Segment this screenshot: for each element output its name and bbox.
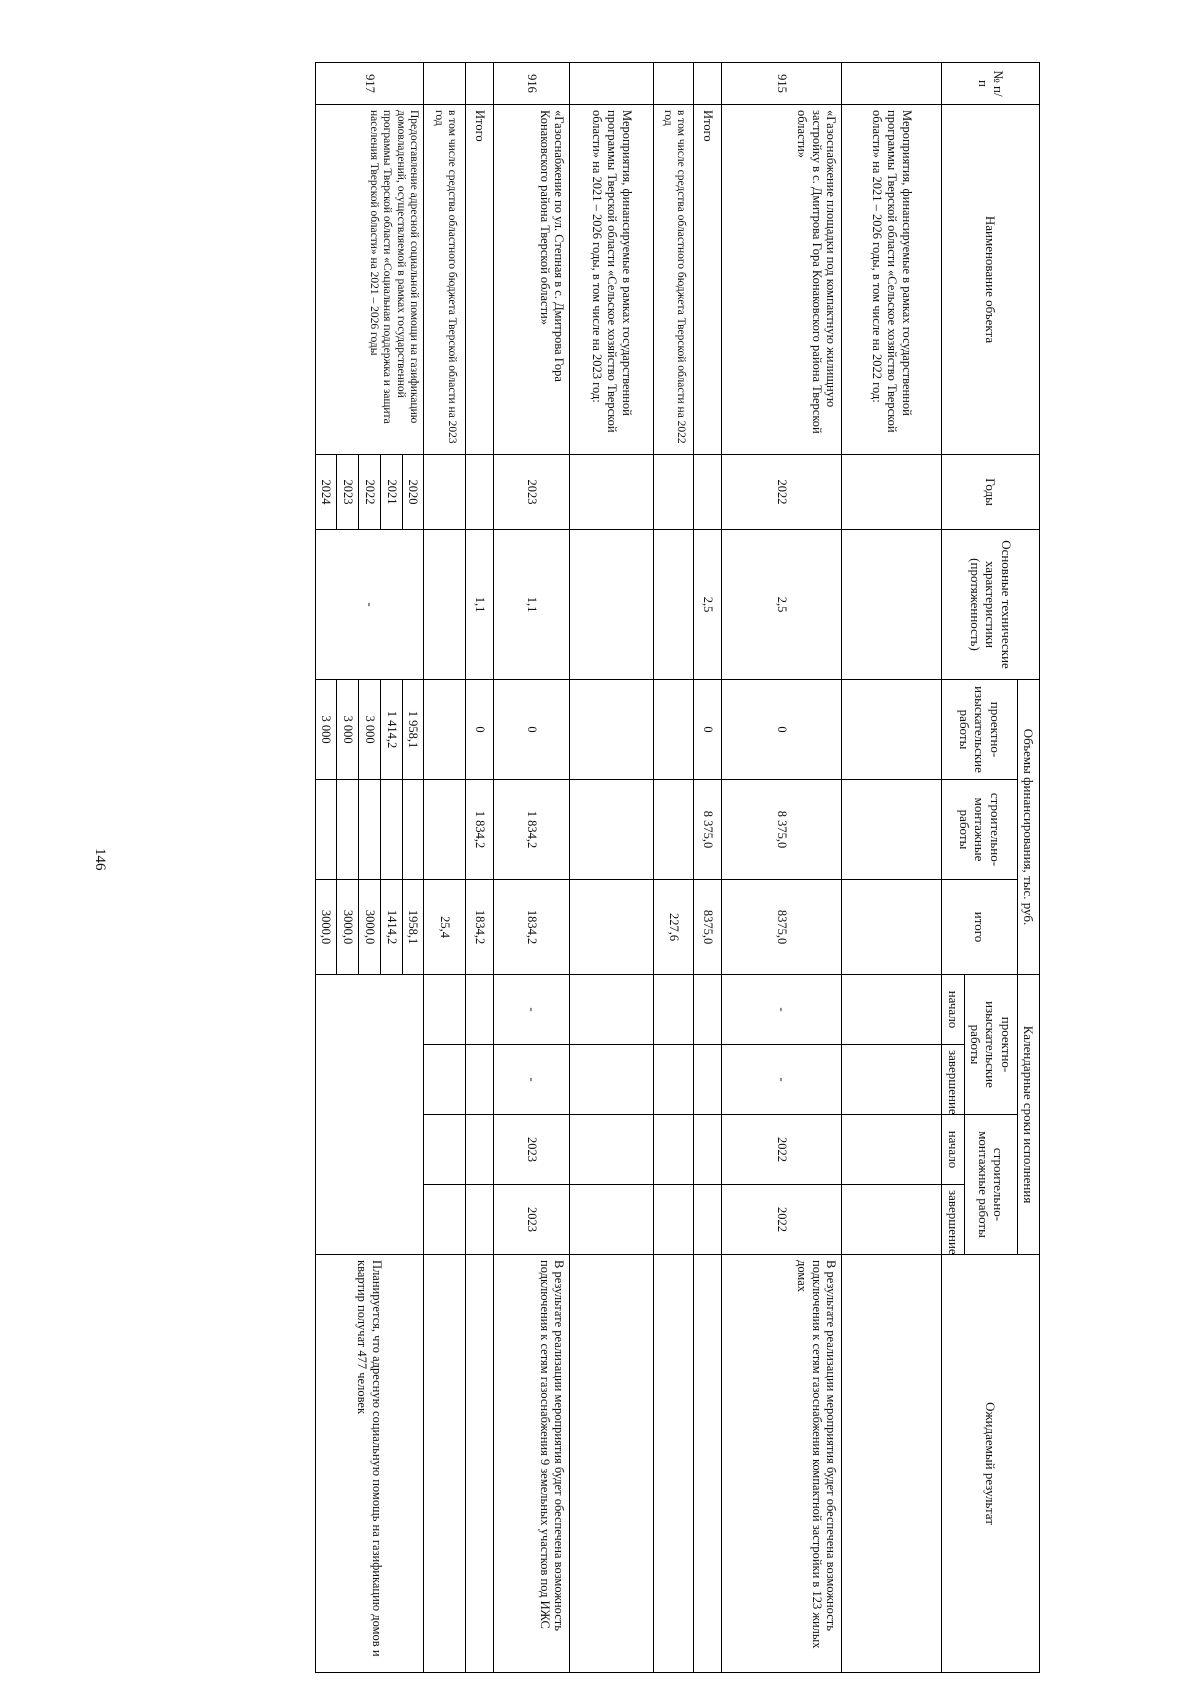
page-number: 146 <box>92 848 108 871</box>
row-916-design: 0 <box>494 680 570 780</box>
header-design-end: завершение <box>942 1045 964 1115</box>
row-916-design-start: - <box>494 975 570 1045</box>
total-915-construction: 8 375,0 <box>694 780 722 880</box>
total-915-label: Итого <box>694 105 722 455</box>
row-916-result: В результате реализации мероприятия будет обеспечена возможность подключения к сетям газоснабжения 9 земельных участков под ИЖС <box>494 1255 570 1673</box>
row-915-tech: 2,5 <box>722 530 842 680</box>
header-construction: строительно-монтажные работы <box>942 780 1017 880</box>
row-916-total: 1834,2 <box>494 880 570 975</box>
row-917-amount: 3 000 <box>359 680 381 780</box>
regional-2023-total: 25,4 <box>424 880 466 975</box>
row-916-build-start: 2023 <box>494 1115 570 1185</box>
row-917-total: 3000,0 <box>359 880 381 975</box>
intro-2023: Мероприятия, финансируемые в рамках государственной программы Тверской области «Сельское хозяйство Тверской области» на 2021 – 2026 годы, в том числе на 2023 год: <box>570 105 654 455</box>
total-916-construction: 1 834,2 <box>466 780 494 880</box>
row-917-total: 3000,0 <box>315 880 337 975</box>
row-915-total: 8375,0 <box>722 880 842 975</box>
row-916-year: 2023 <box>494 455 570 530</box>
header-result: Ожидаемый результат <box>942 1255 1040 1673</box>
regional-2022-row <box>654 63 694 1673</box>
total-916-design: 0 <box>466 680 494 780</box>
total-915-design: 0 <box>694 680 722 780</box>
intro-2022: Мероприятия, финансируемые в рамках государственной программы Тверской области «Сельское хозяйство Тверской области» на 2021 – 2026 годы, в том числе на 2022 год: <box>842 105 942 455</box>
row-917-total: 1414,2 <box>380 880 402 975</box>
total-915-total: 8375,0 <box>694 880 722 975</box>
row-915-construction: 8 375,0 <box>722 780 842 880</box>
row-916-construction: 1 834,2 <box>494 780 570 880</box>
row-917-year: 2023 <box>337 455 359 530</box>
header-construction-works: строительно-монтажные работы <box>964 1115 1017 1255</box>
header-design-start: начало <box>942 975 964 1045</box>
row-916 <box>494 63 570 1673</box>
row-915-name: «Газоснабжение площадки под компактную жилищную застройку в с. Дмитрова Гора Конаковского района Тверской области» <box>722 105 842 455</box>
total-915-row <box>694 63 722 1673</box>
row-917-amount: 3 000 <box>315 680 337 780</box>
total-916-total: 1834,2 <box>466 880 494 975</box>
regional-2022-total: 227,6 <box>654 880 694 975</box>
row-917-year: 2020 <box>402 455 424 530</box>
row-917-name: Предоставление адресной социальной помощи на газификацию домовладений, осуществляемой в рамках государственной программы Тверской области «Социальная поддержка и защита населения Тверской области» на 2021 – 2026 годы <box>315 105 424 455</box>
row-915-year: 2022 <box>722 455 842 530</box>
regional-2022-label: в том числе средства областного бюджета Тверской области на 2022 год <box>654 105 694 455</box>
header-funding: Объемы финансирования, тыс. руб. <box>1017 680 1039 975</box>
header-years: Годы <box>942 455 1040 530</box>
row-916-num: 916 <box>494 63 570 105</box>
row-917-year: 2021 <box>380 455 402 530</box>
row-915-design: 0 <box>722 680 842 780</box>
row-917-amount: 1 414,2 <box>380 680 402 780</box>
total-916-row <box>466 63 494 1673</box>
header-calendar: Календарные сроки исполнения <box>1017 975 1039 1255</box>
row-916-design-end: - <box>494 1045 570 1115</box>
regional-2023-row <box>424 63 466 1673</box>
row-917-year-2020 <box>402 63 424 1673</box>
row-915-result: В результате реализации мероприятия будет обеспечена возможность подключения к сетям газоснабжения компактной застройки в 123 жилых домах <box>722 1255 842 1673</box>
row-915 <box>722 63 842 1673</box>
gasification-table-sheet <box>160 62 1040 1672</box>
row-916-build-end: 2023 <box>494 1185 570 1255</box>
total-916-label: Итого <box>466 105 494 455</box>
row-916-tech: 1,1 <box>494 530 570 680</box>
row-917-amount: 1 958,1 <box>402 680 424 780</box>
regional-2023-label: в том числе средства областного бюджета Тверской области на 2023 год <box>424 105 466 455</box>
header-total: итого <box>942 880 1017 975</box>
header-design: проектно-изыскательские работы <box>942 680 1017 780</box>
row-915-build-start: 2022 <box>722 1115 842 1185</box>
total-915-tech: 2,5 <box>694 530 722 680</box>
intro-2023-row <box>570 63 654 1673</box>
row-915-design-end: - <box>722 1045 842 1115</box>
total-916-tech: 1,1 <box>466 530 494 680</box>
row-915-design-start: - <box>722 975 842 1045</box>
row-915-num: 915 <box>722 63 842 105</box>
row-915-build-end: 2022 <box>722 1185 842 1255</box>
row-917-year: 2024 <box>315 455 337 530</box>
row-917-total: 1958,1 <box>402 880 424 975</box>
row-916-name: «Газоснабжение по ул. Степная в с. Дмитрова Гора Конаковского района Тверской области» <box>494 105 570 455</box>
row-917-year: 2022 <box>359 455 381 530</box>
header-row-1 <box>1017 63 1039 1673</box>
intro-2022-row <box>842 63 942 1673</box>
header-tech: Основные технические характеристики (протяженность) <box>942 530 1040 680</box>
header-num: № п/п <box>942 63 1040 105</box>
header-build-end: завершение <box>942 1185 964 1255</box>
row-917-result: Планируется, что адресную социальную помощь на газификацию домов и квартир получат 477 человек <box>315 1255 424 1673</box>
row-917-total: 3000,0 <box>337 880 359 975</box>
row-917-amount: 3 000 <box>337 680 359 780</box>
row-917-num: 917 <box>315 63 424 105</box>
header-design-works: проектно-изыскательские работы <box>964 975 1017 1115</box>
header-build-start: начало <box>942 1115 964 1185</box>
header-name: Наименование объекта <box>942 105 1040 455</box>
gasification-table <box>315 62 1040 1673</box>
row-917-tech: - <box>315 530 424 680</box>
